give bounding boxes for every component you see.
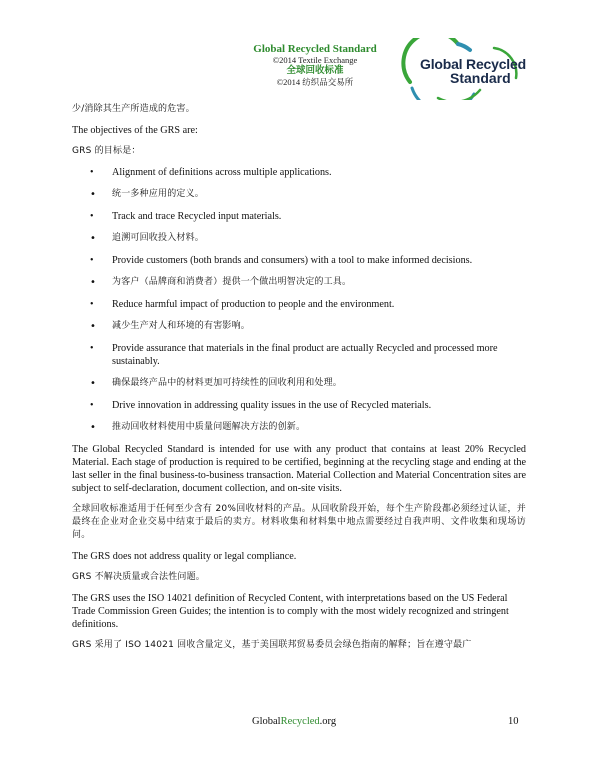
bullet-icon: • — [90, 211, 94, 222]
bullet-icon: • — [90, 400, 94, 411]
paragraph-definition-cn: GRS 采用了 ISO 14021 回收含量定义，基于美国联邦贸易委员会绿色指南的解释；旨在遵守最广 — [72, 640, 472, 650]
intro-cn: 少/消除其生产所造成的危害。 — [72, 104, 195, 114]
footer-site-suffix: .org — [319, 716, 337, 727]
list-item-text: 统一多种应用的定义。 — [112, 189, 205, 199]
list-item — [72, 188, 526, 201]
footer-website-link[interactable] — [252, 716, 336, 727]
list-item-text: 确保最终产品中的材料更加可持续性的回收利用和处理。 — [112, 378, 343, 388]
list-item-text: Drive innovation in addressing quality issues in the use of Recycled materials. — [112, 400, 432, 411]
bullet-icon: • — [90, 233, 97, 244]
paragraph-compliance: The GRS does not address quality or legal compliance. — [72, 551, 297, 562]
list-item-text: Provide customers (both brands and consumers) with a tool to make informed decisions. — [112, 255, 473, 266]
list-item-text: Provide assurance that materials in the final product are actually Recycled and processed more sustainably. — [112, 343, 498, 367]
list-item — [72, 254, 526, 267]
list-item — [72, 276, 526, 289]
list-item — [72, 298, 526, 311]
bullet-icon: • — [90, 277, 97, 288]
list-item — [72, 342, 526, 368]
page-number: 10 — [508, 716, 519, 727]
header-copyright: ©2014 Textile Exchange — [272, 55, 358, 65]
footer-site-prefix: Global — [252, 716, 281, 727]
bullet-icon: • — [90, 299, 94, 310]
list-item — [72, 421, 526, 434]
list-item-text: 为客户（品牌商和消费者）提供一个做出明智决定的工具。 — [112, 277, 352, 287]
page-footer — [0, 716, 600, 736]
header-title: Global Recycled Standard — [253, 43, 377, 55]
list-item-text: Alignment of definitions across multiple applications. — [112, 167, 332, 178]
list-item — [72, 377, 526, 390]
bullet-icon: • — [90, 167, 94, 178]
bullet-icon: • — [90, 378, 97, 389]
list-item — [72, 399, 526, 412]
list-item — [72, 320, 526, 333]
list-item-text: Reduce harmful impact of production to people and the environment. — [112, 299, 395, 310]
logo-text-line1: Global Recycled — [420, 56, 526, 72]
page-header — [0, 0, 600, 100]
objectives-list — [72, 166, 526, 434]
bullet-icon: • — [90, 255, 94, 266]
list-item-text: 减少生产对人和环境的有害影响。 — [112, 321, 251, 331]
paragraph-scope: The Global Recycled Standard is intended for use with any product that contains at least 20% Recycled Material. Each stage of production is required to be certified, beginning at the recycling stage and ending at the last seller in the final business-to-business transaction. Material Collection and Material Concentration sites are subject to self-declaration, document collection, and on-site visits. — [72, 444, 526, 494]
list-item-text: 追溯可回收投入材料。 — [112, 233, 205, 243]
list-item-text: 推动回收材料使用中质量问题解决方法的创新。 — [112, 422, 306, 432]
bullet-icon: • — [90, 189, 97, 200]
list-item — [72, 232, 526, 245]
bullet-icon: • — [90, 321, 97, 332]
list-item — [72, 166, 526, 179]
document-body — [72, 103, 526, 660]
objectives-heading-cn: GRS 的目标是： — [72, 146, 141, 156]
paragraph-compliance-cn: GRS 不解决质量或合法性问题。 — [72, 572, 206, 582]
list-item-text: Track and trace Recycled input materials. — [112, 211, 282, 222]
paragraph-scope-cn: 全球回收标准适用于任何至少含有 20%回收材料的产品。从回收阶段开始，每个生产阶段都必须经过认证，并最终在企业对企业交易中结束于最后的卖方。材料收集和材料集中地点需要经过自我声明、文件收集和现场访问。 — [72, 504, 526, 540]
header-title-cn: 全球回收标准 — [286, 66, 344, 76]
header-copyright-cn: ©2014 纺织品交易所 — [276, 77, 354, 87]
paragraph-definition: The GRS uses the ISO 14021 definition of Recycled Content, with interpretations based on the US Federal Trade Commission Green Guides; the intention is to comply with the most widely recognized and stringent definitions. — [72, 593, 509, 630]
bullet-icon: • — [90, 343, 94, 354]
list-item — [72, 210, 526, 223]
logo-text-line2: Standard — [450, 70, 511, 86]
grs-logo — [398, 38, 528, 100]
objectives-heading: The objectives of the GRS are: — [72, 125, 198, 136]
bullet-icon: • — [90, 422, 97, 433]
footer-site-accent: Recycled — [280, 716, 320, 727]
header-text-block — [240, 44, 390, 88]
